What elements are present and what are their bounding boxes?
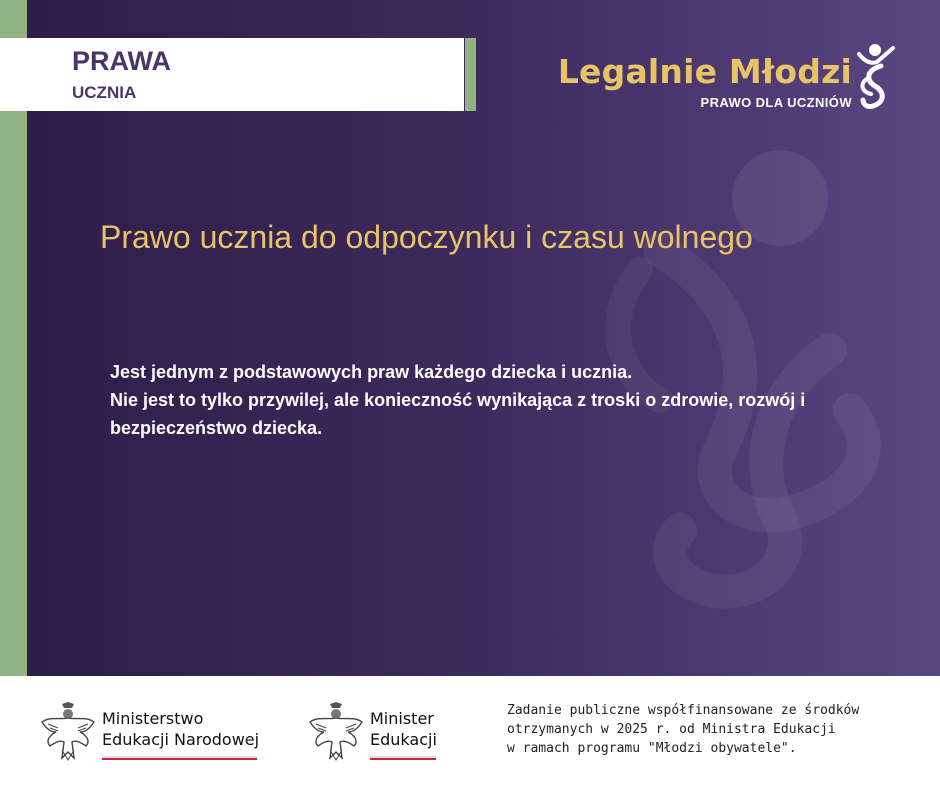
flag-line [370,756,436,760]
flag-line [102,756,257,760]
ministry-1-line1: Ministerstwo [102,709,204,728]
logo-name: Legalnie Młodzi [557,52,852,91]
label-divider [458,38,464,111]
polish-eagle-icon [308,702,364,764]
footer [0,676,940,788]
label-accent-bar [465,38,476,111]
page-title: Prawo ucznia do odpoczynku i czasu wolnego [100,219,753,255]
funding-note-line: Zadanie publiczne współfinansowane ze środków [507,703,860,718]
ministry-1-name [102,708,259,750]
funding-note [507,701,927,758]
body-line: Jest jednym z podstawowych praw każdego dziecka i ucznia. [110,362,633,382]
paragraph-figure-icon [855,42,897,114]
funding-note-line: w ramach programu "Młodzi obywatele". [507,741,797,756]
funding-note-line: otrzymanych w 2025 r. od Ministra Edukacji [507,722,836,737]
logo-tagline: PRAWO DLA UCZNIÓW [700,95,852,110]
body-text [110,358,920,442]
ministry-2-line2: Edukacji [370,730,437,749]
category-title: PRAWA [72,46,172,76]
ministry-2-name [370,708,437,750]
polish-eagle-icon [40,702,96,764]
category-label-box [0,38,458,111]
category-subtitle: UCZNIA [72,83,137,102]
ministry-1-line2: Edukacji Narodowej [102,730,260,749]
ministry-2-line1: Minister [370,709,434,728]
body-line: Nie jest to tylko przywilej, ale konieczność wynikająca z troski o zdrowie, rozwój i bezpieczeństwo dziecka. [110,390,806,438]
